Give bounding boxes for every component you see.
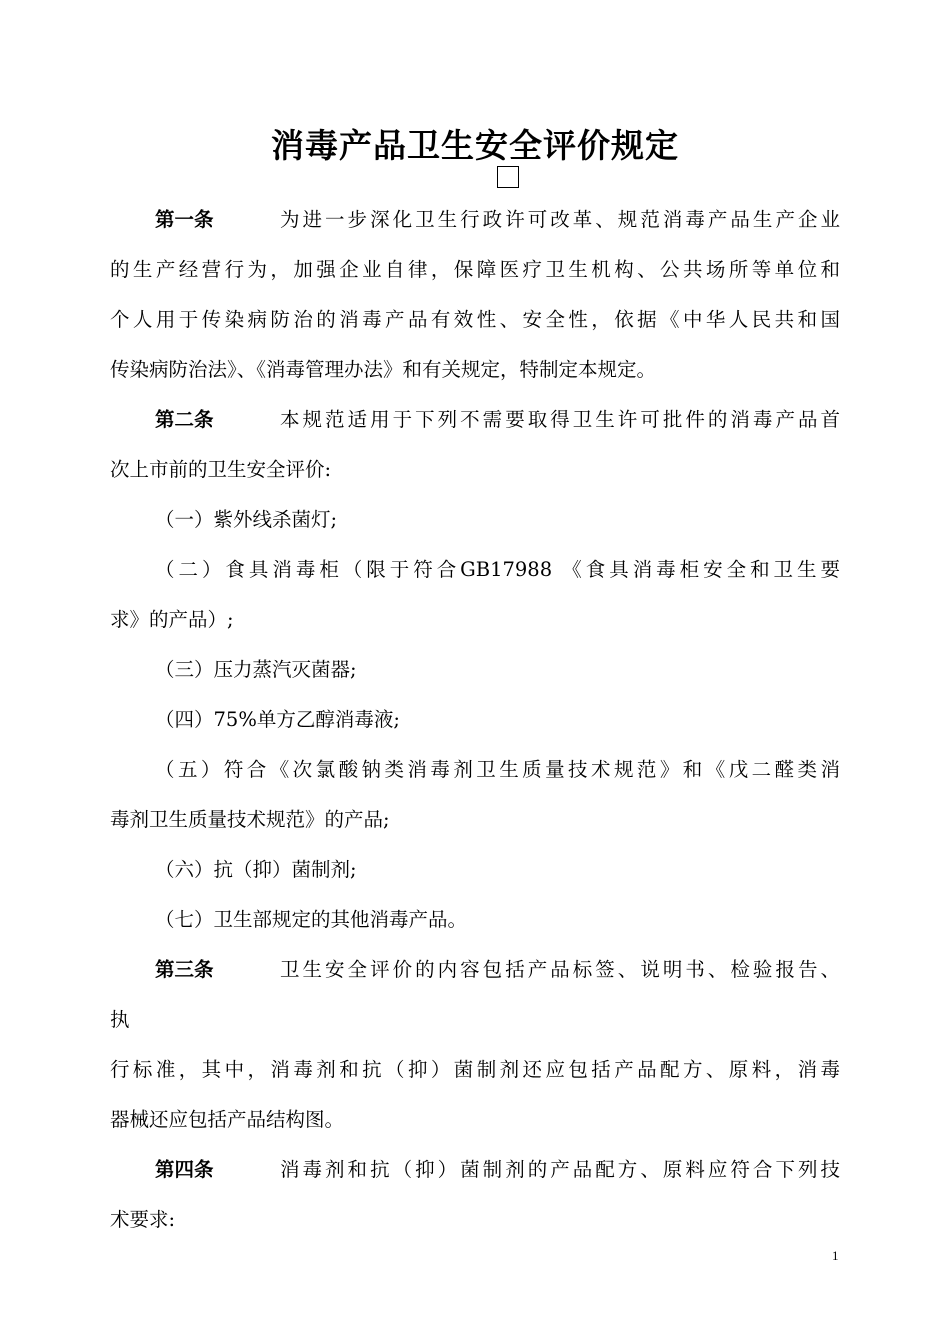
article-1-line-4: 传染病防治法》、《消毒管理办法》和有关规定，特制定本规定。 <box>110 358 657 381</box>
list-item-3: （三）压力蒸汽灭菌器; <box>155 658 357 681</box>
article-3-line-1: 卫生安全评价的内容包括产品标签、说明书、检验报告、 <box>280 958 840 981</box>
article-2-label: 第二条 <box>155 408 214 431</box>
article-3-line-2: 执 <box>110 1008 130 1031</box>
list-item-2-line-1: （二）食具消毒柜（限于符合GB17988 《食具消毒柜安全和卫生要 <box>155 558 840 581</box>
article-4-line-1: 消毒剂和抗（抑）菌制剂的产品配方、原料应符合下列技 <box>280 1158 840 1181</box>
article-3-line-3: 行标准，其中，消毒剂和抗（抑）菌制剂还应包括产品配方、原料，消毒 <box>110 1058 840 1081</box>
list-item-5-line-2: 毒剂卫生质量技术规范》的产品; <box>110 808 390 831</box>
list-item-1: （一）紫外线杀菌灯; <box>155 508 338 531</box>
list-item-4: （四）75%单方乙醇消毒液; <box>155 708 400 731</box>
article-4-line-2: 术要求: <box>110 1208 176 1231</box>
empty-checkbox-mark <box>497 166 519 188</box>
article-1-line-2: 的生产经营行为，加强企业自律，保障医疗卫生机构、公共场所等单位和 <box>110 258 840 281</box>
page-number: 1 <box>832 1248 839 1263</box>
document-title: 消毒产品卫生安全评价规定 <box>271 126 679 165</box>
article-1-line-3: 个人用于传染病防治的消毒产品有效性、安全性，依据《中华人民共和国 <box>110 308 840 331</box>
article-1-line-1: 为进一步深化卫生行政许可改革、规范消毒产品生产企业 <box>280 208 840 231</box>
article-3-label: 第三条 <box>155 958 214 981</box>
list-item-6: （六）抗（抑）菌制剂; <box>155 858 357 881</box>
article-1-label: 第一条 <box>155 208 214 231</box>
article-4-label: 第四条 <box>155 1158 214 1181</box>
article-2-line-1: 本规范适用于下列不需要取得卫生许可批件的消毒产品首 <box>280 408 840 431</box>
list-item-2-line-2: 求》的产品）; <box>110 608 234 631</box>
article-2-line-2: 次上市前的卫生安全评价: <box>110 458 332 481</box>
article-3-line-4: 器械还应包括产品结构图。 <box>110 1108 345 1131</box>
list-item-7: （七）卫生部规定的其他消毒产品。 <box>155 908 468 931</box>
list-item-5-line-1: （五）符合《次氯酸钠类消毒剂卫生质量技术规范》和《戊二醛类消 <box>155 758 840 781</box>
